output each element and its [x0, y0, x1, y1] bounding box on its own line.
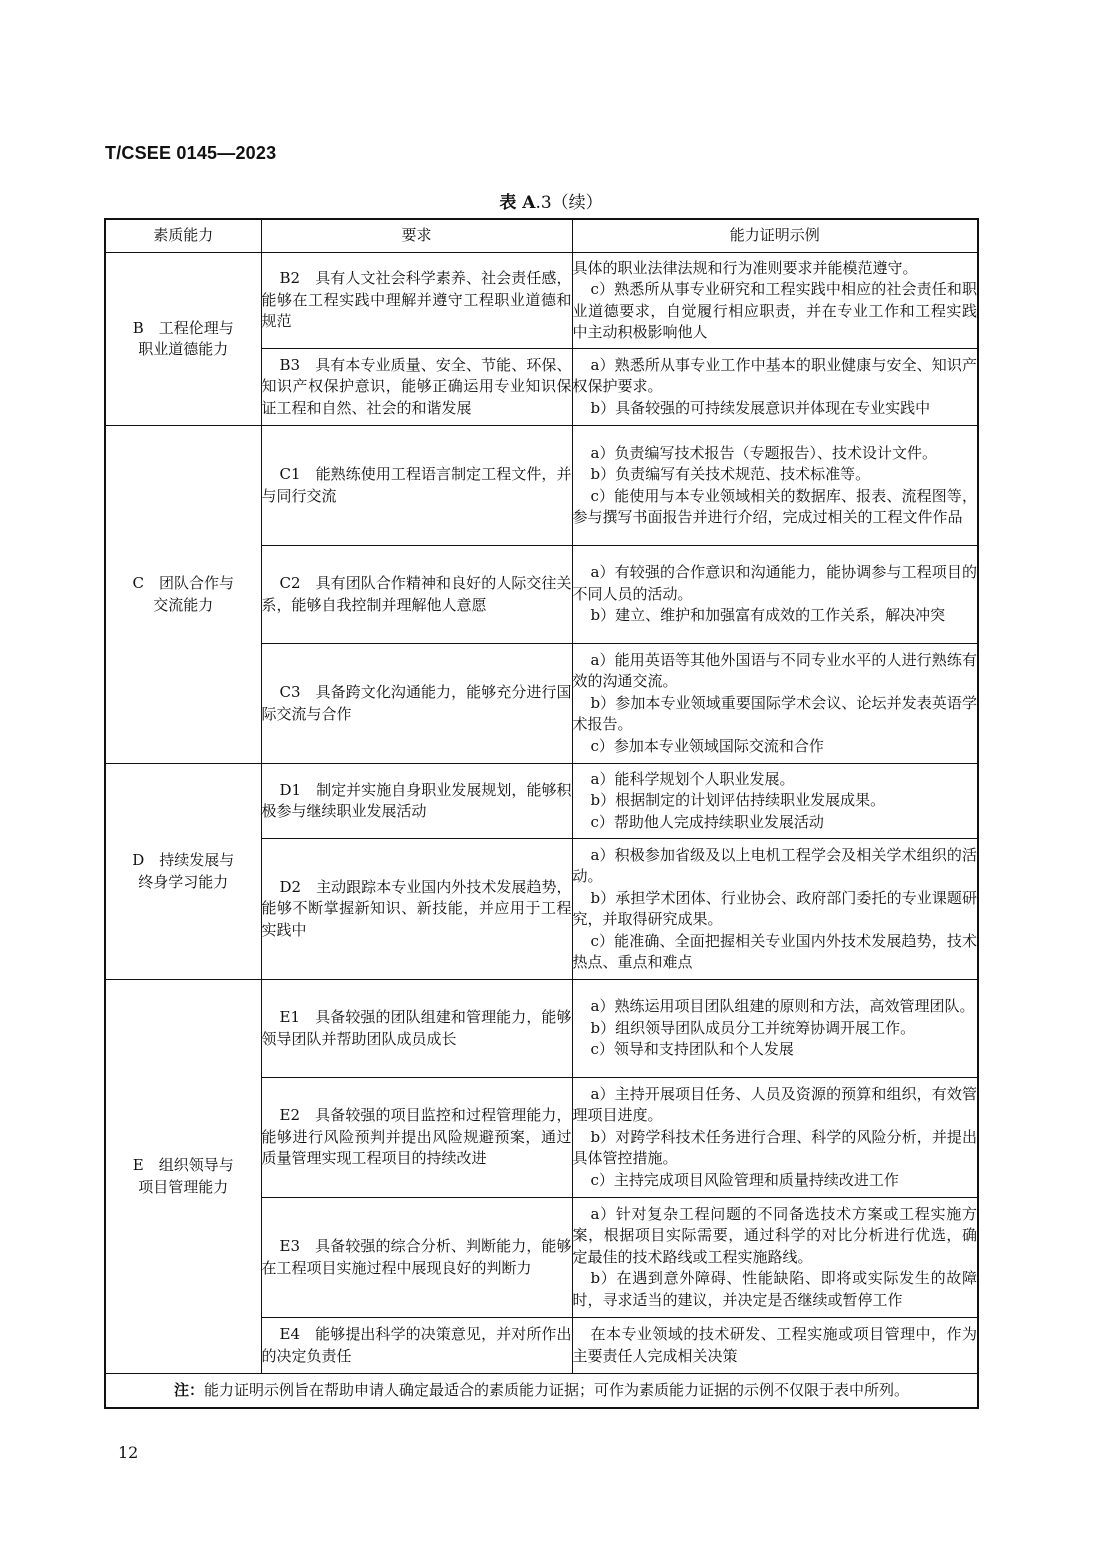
column-header-evidence: 能力证明示例: [572, 219, 978, 253]
note-text: 能力证明示例旨在帮助申请人确定最适合的素质能力证据；可作为素质能力证据的示例不仅限于表中所列。: [204, 1380, 910, 1399]
note-row: [105, 1374, 978, 1409]
requirement-cell: D2 主动跟踪本专业国内外技术发展趋势，能够不断掌握新知识、新技能，并应用于工程实践中: [261, 839, 572, 980]
table-row: [105, 764, 978, 839]
table-row: [105, 253, 978, 349]
evidence-cell: a）熟悉所从事专业工作中基本的职业健康与安全、知识产权保护要求。 b）具备较强的可持续发展意识并体现在专业实践中: [572, 349, 978, 426]
table-note: [105, 1374, 978, 1409]
evidence-cell: a）主持开展项目任务、人员及资源的预算和组织，有效管理项目进度。 b）对跨学科技术任务进行合理、科学的风险分析，并提出具体管控措施。 c）主持完成项目风险管理和质量持续改进工作: [572, 1078, 978, 1198]
evidence-cell: a）熟练运用项目团队组建的原则和方法，高效管理团队。 b）组织领导团队成员分工并统筹协调开展工作。 c）领导和支持团队和个人发展: [572, 980, 978, 1078]
requirement-cell: C2 具有团队合作精神和良好的人际交往关系，能够自我控制并理解他人意愿: [261, 546, 572, 644]
table-title-suffix: （续）: [551, 193, 603, 213]
evidence-cell: a）能用英语等其他外国语与不同专业水平的人进行熟练有效的沟通交流。 b）参加本专业领域重要国际学术会议、论坛并发表英语学术报告。 c）参加本专业领域国际交流和合作: [572, 644, 978, 764]
table-title: [0, 188, 1102, 213]
requirement-cell: B3 具有本专业质量、安全、节能、环保、知识产权保护意识，能够正确运用专业知识保证工程和自然、社会的和谐发展: [261, 349, 572, 426]
evidence-cell: a）负责编写技术报告（专题报告）、技术设计文件。 b）负责编写有关技术规范、技术标准等。 c）能使用与本专业领域相关的数据库、报表、流程图等，参与撰写书面报告并进行介绍，完成过相关的工程文件作品: [572, 426, 978, 546]
requirement-cell: E1 具备较强的团队组建和管理能力，能够领导团队并帮助团队成员成长: [261, 980, 572, 1078]
requirement-cell: B2 具有人文社会科学素养、社会责任感，能够在工程实践中理解并遵守工程职业道德和规范: [261, 253, 572, 349]
page-number: 12: [118, 1443, 139, 1462]
table-title-label: 表 A: [499, 193, 536, 213]
evidence-cell: a）能科学规划个人职业发展。 b）根据制定的计划评估持续职业发展成果。 c）帮助他人完成持续职业发展活动: [572, 764, 978, 839]
requirement-cell: E4 能够提出科学的决策意见，并对所作出的决定负责任: [261, 1318, 572, 1374]
requirement-cell: E3 具备较强的综合分析、判断能力，能够在工程项目实施过程中展现良好的判断力: [261, 1198, 572, 1318]
category-cell: C 团队合作与 交流能力: [105, 426, 261, 764]
category-cell: E 组织领导与 项目管理能力: [105, 980, 261, 1374]
requirement-cell: E2 具备较强的项目监控和过程管理能力，能够进行风险预判并提出风险规避预案，通过质量管理实现工程项目的持续改进: [261, 1078, 572, 1198]
evidence-cell: 具体的职业法律法规和行为准则要求并能模范遵守。 c）熟悉所从事专业研究和工程实践中相应的社会责任和职业道德要求，自觉履行相应职责，并在专业工作和工程实践中主动积极影响他人: [572, 253, 978, 349]
document-code: T/CSEE 0145—2023: [105, 143, 277, 163]
note-label: 注：: [173, 1380, 204, 1399]
evidence-cell: a）有较强的合作意识和沟通能力，能协调参与工程项目的不同人员的活动。 b）建立、维护和加强富有成效的工作关系，解决冲突: [572, 546, 978, 644]
evidence-cell: 在本专业领域的技术研发、工程实施或项目管理中，作为主要责任人完成相关决策: [572, 1318, 978, 1374]
category-cell: B 工程伦理与 职业道德能力: [105, 253, 261, 426]
evidence-cell: a）积极参加省级及以上电机工程学会及相关学术组织的活动。 b）承担学术团体、行业协会、政府部门委托的专业课题研究，并取得研究成果。 c）能准确、全面把握相关专业国内外技术发展趋势，技术热点、重点和难点: [572, 839, 978, 980]
table-row: [105, 980, 978, 1078]
competency-table: [104, 218, 979, 1409]
table-title-number: .3: [535, 193, 552, 213]
requirement-cell: C1 能熟练使用工程语言制定工程文件，并与同行交流: [261, 426, 572, 546]
column-header-competency: 素质能力: [105, 219, 261, 253]
table-header-row: [105, 219, 978, 253]
evidence-cell: a）针对复杂工程问题的不同备选技术方案或工程实施方案，根据项目实际需要，通过科学的对比分析进行优选，确定最佳的技术路线或工程实施路线。 b）在遇到意外障碍、性能缺陷、即将或实际发生的故障时，寻求适当的建议，并决定是否继续或暂停工作: [572, 1198, 978, 1318]
table-row: [105, 426, 978, 546]
requirement-cell: D1 制定并实施自身职业发展规划，能够积极参与继续职业发展活动: [261, 764, 572, 839]
category-cell: D 持续发展与 终身学习能力: [105, 764, 261, 980]
requirement-cell: C3 具备跨文化沟通能力，能够充分进行国际交流与合作: [261, 644, 572, 764]
column-header-requirement: 要求: [261, 219, 572, 253]
